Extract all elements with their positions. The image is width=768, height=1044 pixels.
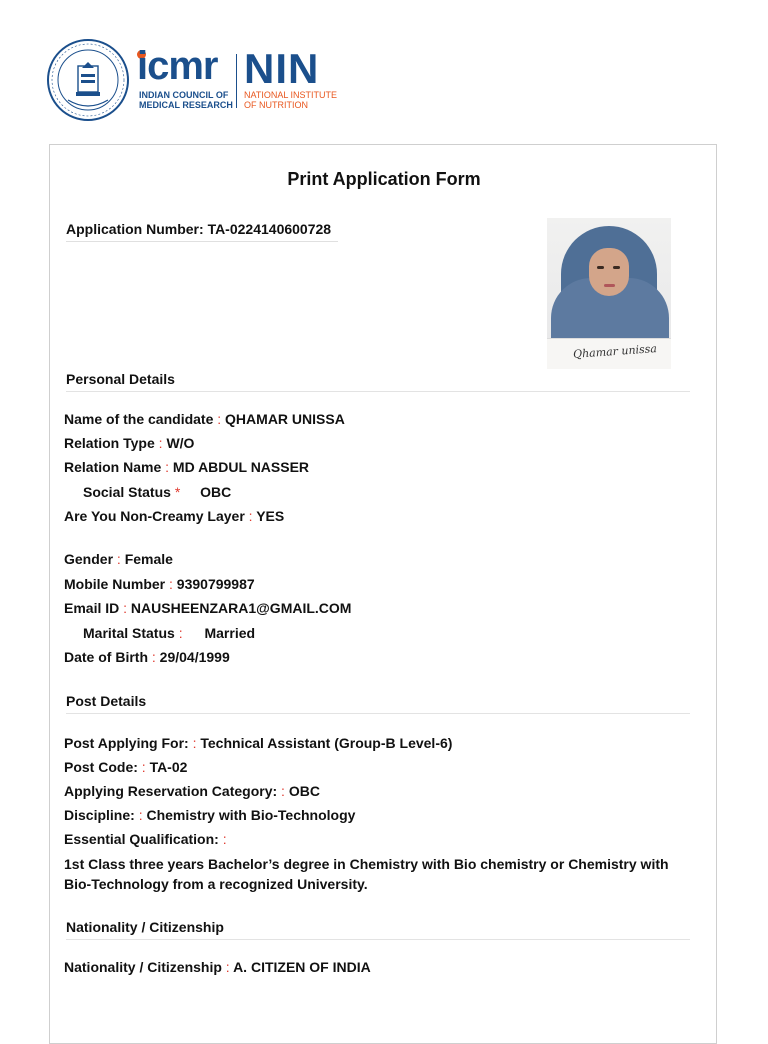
field-mobile-number: Mobile Number : 9390799987 xyxy=(64,576,255,592)
icmr-seal-logo xyxy=(46,38,130,122)
field-label: Discipline: xyxy=(64,807,135,823)
field-value: A. CITIZEN OF INDIA xyxy=(233,959,371,975)
field-nationality: Nationality / Citizenship : A. CITIZEN OF INDIA xyxy=(64,959,371,975)
field-label: Relation Type xyxy=(64,435,155,451)
field-label: Relation Name xyxy=(64,459,162,475)
field-value: OBC xyxy=(200,484,232,500)
field-label: Post Applying For: xyxy=(64,735,189,751)
application-number xyxy=(66,221,338,242)
field-post-code: Post Code: : TA-02 xyxy=(64,759,188,775)
field-value: 29/04/1999 xyxy=(159,649,230,665)
nin-subtitle-line-1: NATIONAL INSTITUTE xyxy=(244,90,338,100)
field-value: TA-02 xyxy=(149,759,188,775)
nin-logo xyxy=(244,45,354,112)
field-label: Social Status xyxy=(83,484,171,500)
field-marital-status: Marital Status : Married xyxy=(83,625,256,641)
section-nationality: Nationality / Citizenship xyxy=(66,919,690,940)
field-discipline: Discipline: : Chemistry with Bio-Technology xyxy=(64,807,356,823)
field-value: QHAMAR UNISSA xyxy=(225,411,345,427)
application-form xyxy=(49,144,717,1044)
field-value: Female xyxy=(124,551,173,567)
field-value: W/O xyxy=(166,435,195,451)
field-value: Married xyxy=(204,625,256,641)
field-value: YES xyxy=(256,508,285,524)
field-value: Chemistry with Bio-Technology xyxy=(146,807,356,823)
field-label: Name of the candidate xyxy=(64,411,214,427)
field-label: Nationality / Citizenship xyxy=(64,959,222,975)
qualification-text: 1st Class three years Bachelor’s degree in Chemistry with Bio chemistry or Chemistry with Bio-Technology from a recognized University. xyxy=(64,856,669,892)
field-value: MD ABDUL NASSER xyxy=(172,459,310,475)
field-label: Applying Reservation Category: xyxy=(64,783,278,799)
application-number-label: Application Number: xyxy=(66,221,204,237)
field-label: Essential Qualification: xyxy=(64,831,219,847)
required-marker: * xyxy=(174,484,181,500)
field-candidate-name: Name of the candidate : QHAMAR UNISSA xyxy=(64,411,345,427)
section-post-details: Post Details xyxy=(66,693,690,714)
icmr-subtitle xyxy=(139,90,233,110)
field-post-applying-for: Post Applying For: : Technical Assistant (Group-B Level-6) xyxy=(64,735,453,751)
section-personal-details: Personal Details xyxy=(66,371,690,392)
candidate-signature: Qhamar unissa xyxy=(572,342,658,361)
field-label: Mobile Number xyxy=(64,576,166,592)
field-label: Post Code: xyxy=(64,759,138,775)
field-reservation-category: Applying Reservation Category: : OBC xyxy=(64,783,320,799)
field-essential-qualification: Essential Qualification: : xyxy=(64,831,227,847)
field-label: Date of Birth xyxy=(64,649,148,665)
icmr-subtitle-line-2: MEDICAL RESEARCH xyxy=(139,100,233,110)
candidate-photo xyxy=(547,218,671,369)
field-label: Are You Non-Creamy Layer xyxy=(64,508,245,524)
field-value: Technical Assistant (Group-B Level-6) xyxy=(200,735,453,751)
field-social-status xyxy=(83,483,231,501)
icmr-logo xyxy=(137,46,237,112)
field-non-creamy-layer: Are You Non-Creamy Layer : YES xyxy=(64,508,285,524)
field-relation-name: Relation Name : MD ABDUL NASSER xyxy=(64,459,310,475)
field-email-id: Email ID : NAUSHEENZARA1@GMAIL.COM xyxy=(64,600,352,616)
field-label: Gender xyxy=(64,551,114,567)
field-label: Email ID xyxy=(64,600,120,616)
field-label: Marital Status xyxy=(83,625,175,641)
icmr-subtitle-line-1: INDIAN COUNCIL OF xyxy=(139,90,229,100)
form-title: Print Application Form xyxy=(287,169,481,189)
nin-wordmark: NIN xyxy=(244,45,320,92)
field-gender: Gender : Female xyxy=(64,551,173,567)
field-value: OBC xyxy=(288,783,320,799)
icmr-wordmark: icmr xyxy=(137,44,218,88)
page-header xyxy=(0,0,768,140)
field-relation-type: Relation Type : W/O xyxy=(64,435,195,451)
application-number-value: TA-0224140600728 xyxy=(207,221,332,237)
nin-subtitle xyxy=(244,90,337,110)
field-value: NAUSHEENZARA1@GMAIL.COM xyxy=(130,600,352,616)
nin-subtitle-line-2: OF NUTRITION xyxy=(244,100,308,110)
field-value: 9390799987 xyxy=(176,576,255,592)
field-date-of-birth: Date of Birth : 29/04/1999 xyxy=(64,649,230,665)
logo-divider xyxy=(236,54,237,108)
